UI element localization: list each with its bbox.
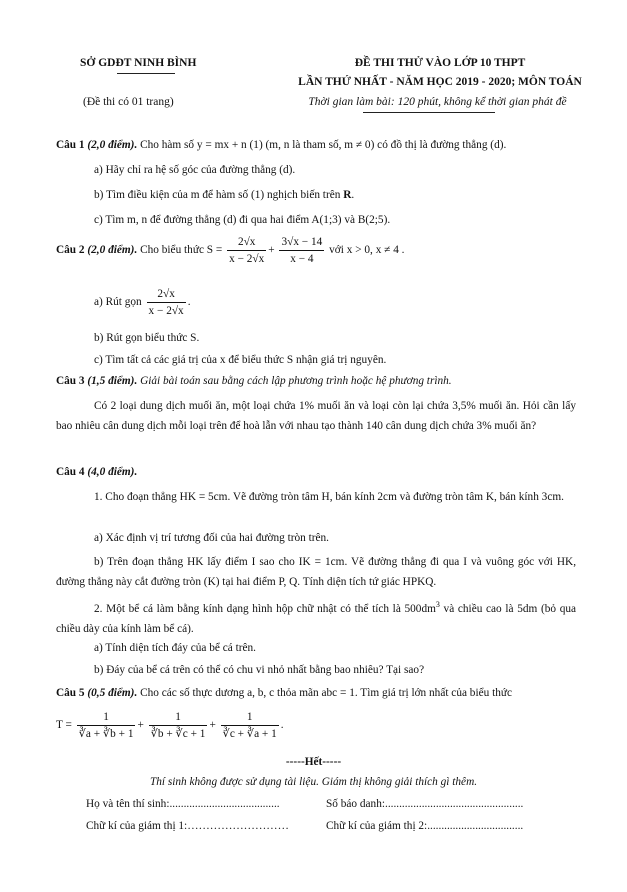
end-marker: -----Hết----- <box>285 756 342 768</box>
q4-part1-b: b) Trên đoạn thẳng HK lấy điểm I sao cho IK = 1cm. Vẽ đường thẳng đi qua I và vuông góc với HK, đường thẳng này cắt đường tròn (K) tại hai điểm P, Q. Tính diện tích tứ giác HPKQ. <box>56 556 577 588</box>
department-name: SỞ GDĐT NINH BÌNH <box>80 57 197 69</box>
q5-intro: Câu 5 (0,5 điểm). Cho các số thực dương a, b, c thỏa mãn abc = 1. Tìm giá trị lớn nhất của biểu thức <box>56 687 513 699</box>
q4-part1: 1. Cho đoạn thẳng HK = 5cm. Vẽ đường tròn tâm H, bán kính 2cm và đường tròn tâm K, bán kính 3cm. <box>94 491 564 503</box>
q4-part1-a: a) Xác định vị trí tương đối của hai đường tròn trên. <box>94 532 330 544</box>
q5-expression: T = $\frac{1}{∛a + ∛b + 1}$ + $\frac{1}{∛b + ∛c + 1}$ + $\frac{1}{∛c + ∛a + 1}$ . <box>56 711 284 740</box>
exam-title-line2: LẦN THỨ NHẤT - NĂM HỌC 2019 - 2020; MÔN TOÁN <box>298 76 582 88</box>
candidate-number-field: Số báo danh:................................................. <box>326 798 524 810</box>
pages-note: (Đề thi có 01 trang) <box>83 96 174 108</box>
q5-fraction-1: $\frac{1}{∛a + ∛b + 1}$ <box>78 711 134 740</box>
q2-part-b: b) Rút gọn biểu thức S. <box>94 332 200 344</box>
q2-part-a: a) Rút gọn $\frac{2√x}{x - 2√x}$ . <box>94 288 191 317</box>
q5-fraction-3: $\frac{1}{∛c + ∛a + 1}$ <box>222 711 277 740</box>
q1-part-b: b) Tìm điều kiện của m để hàm số (1) nghịch biến trên R. <box>94 189 355 201</box>
q2-fraction-1: $\frac{2√x}{x - 2√x}$ <box>229 236 265 265</box>
proctor1-signature-field: Chữ kí của giám thị 1:……………………… <box>86 820 289 832</box>
q1-part-c: c) Tìm m, n để đường thẳng (d) đi qua hai điểm A(1;3) và B(2;5). <box>94 214 391 226</box>
time-note: Thời gian làm bài: 120 phút, không kể thời gian phát đề <box>308 96 567 108</box>
header-underline-right <box>363 112 495 113</box>
q5-fraction-2: $\frac{1}{∛b + ∛c + 1}$ <box>150 711 206 740</box>
q4-part2-b: b) Đáy của bể cá trên có thể có chu vi nhỏ nhất bằng bao nhiêu? Tại sao? <box>94 664 425 676</box>
q2-fraction-2: $\frac{3√x - 14}{x - 4}$ <box>281 236 323 265</box>
q1-part-a: a) Hãy chỉ ra hệ số góc của đường thẳng (d). <box>94 164 296 176</box>
proctor2-signature-field: Chữ kí của giám thị 2:.................................. <box>326 820 524 832</box>
exam-title-line1: ĐỀ THI THỬ VÀO LỚP 10 THPT <box>354 57 526 69</box>
q1-intro: Câu 1 (2,0 điểm). Cho hàm số y = mx + n (1) (m, n là tham số, m ≠ 0) có đồ thị là đường thẳng (d). <box>56 139 507 151</box>
candidate-name-field: Họ và tên thí sinh:....................................... <box>86 798 280 810</box>
footer-note: Thí sinh không được sử dụng tài liệu. Giám thị không giải thích gì thêm. <box>149 776 478 788</box>
q4-part2: 2. Một bể cá làm bằng kính dạng hình hộp chữ nhật có thể tích là $500dm^3$ và chiều cao là 5dm (bỏ qua chiều dày của kính làm bể cá). <box>56 600 576 635</box>
header-underline-left <box>117 73 175 74</box>
q2-intro: Câu 2 (2,0 điểm). Cho biểu thức S = $\frac{2√x}{x - 2√x}$ + $\frac{3√x - 14}{x - 4}$ với x > 0, x ≠ 4 . <box>56 236 405 265</box>
q1-formula: y = mx + n <box>196 139 247 151</box>
q3-heading: Câu 3 (1,5 điểm). Giải bài toán sau bằng cách lập phương trình hoặc hệ phương trình. <box>56 375 452 387</box>
q4-heading: Câu 4 (4,0 điểm). <box>56 466 138 478</box>
q3-text: Có 2 loại dung dịch muối ăn, một loại chứa 1% muối ăn và loại còn lại chứa 3,5% muối ăn. Hỏi cần lấy bao nhiêu cân dung dịch mỗi loại trên để hoà lẫn với nhau tạo thành 140 cân dung dịch chứa 3% muối ăn? <box>56 400 576 432</box>
q4-part2-a: a) Tính diện tích đáy của bể cá trên. <box>94 642 256 654</box>
q2-part-a-fraction: $\frac{2√x}{x - 2√x}$ <box>148 288 184 317</box>
q2-part-c: c) Tìm tất cả các giá trị của x để biểu thức S nhận giá trị nguyên. <box>94 354 387 366</box>
